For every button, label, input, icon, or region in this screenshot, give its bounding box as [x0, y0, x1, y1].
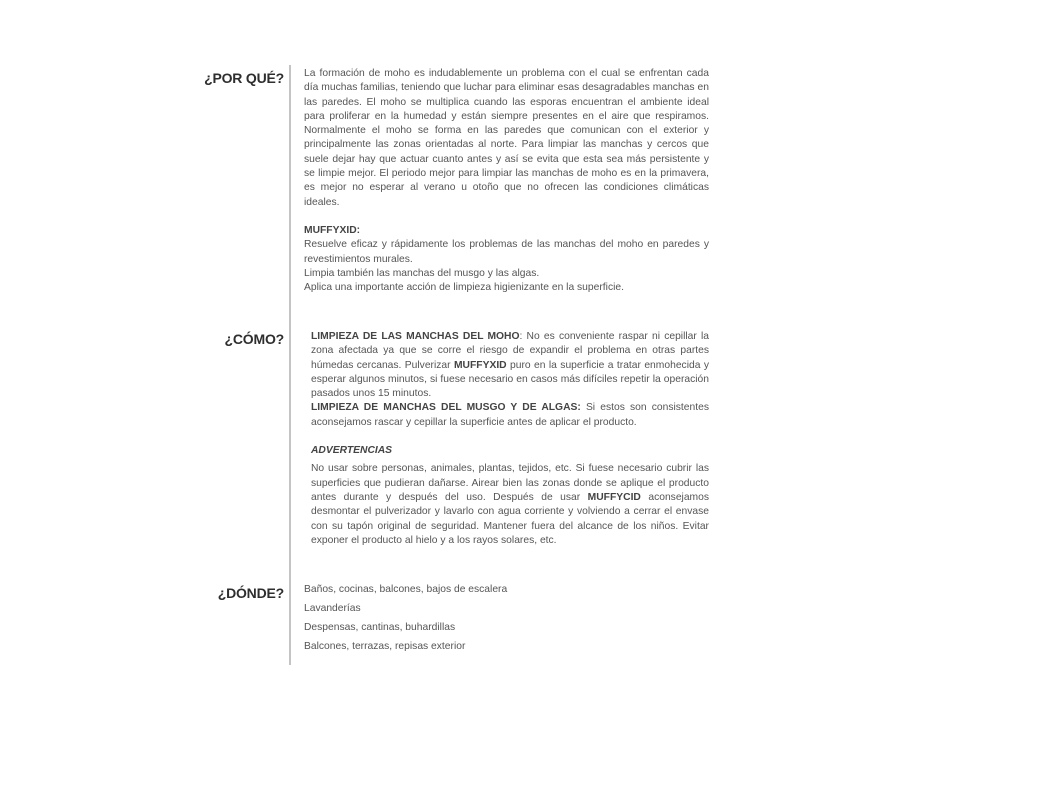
section-divider-line	[289, 65, 291, 665]
heading-como: ¿CÓMO?	[224, 331, 284, 347]
warnings-product: MUFFYCID	[587, 491, 641, 503]
heading-donde: ¿DÓNDE?	[217, 585, 284, 601]
warnings-text	[311, 462, 709, 548]
warnings-title: ADVERTENCIAS	[311, 445, 393, 457]
product-line: Aplica una importante acción de limpieza higienizante en la superficie.	[304, 282, 624, 294]
moho-title: LIMPIEZA DE LAS MANCHAS DEL MOHO	[311, 331, 520, 342]
product-line: Resuelve eficaz y rápidamente los problemas de las manchas del moho en paredes y revestimientos murales.	[304, 239, 709, 265]
section-por-que	[304, 67, 709, 295]
musgo-instructions	[311, 401, 709, 430]
moho-instructions	[311, 330, 709, 401]
product-line: Limpia también las manchas del musgo y las algas.	[304, 267, 540, 279]
moho-text-2: puro en la superficie a tratar enmohecida y esperar algunos minutos, si fuese necesario en casos más difíciles repetir la operación pasados unos 15 minutos.	[311, 359, 709, 400]
warnings-text-1: No usar sobre personas, animales, plantas, tejidos, etc. Si fuese necesario cubrir las superficies que pudieran dañarse. Airear bien las zonas donde se aplique el producto antes durante y después del uso. Después de usar	[311, 463, 709, 503]
por-que-paragraph: La formación de moho es indudablemente un problema con el cual se enfrentan cada día muchas familias, teniendo que luchar para eliminar esas desagradables manchas en las paredes. El moho se multiplica cuando las esporas encuentran el ambiente ideal para proliferar en la humedad y están siempre presentes en el aire que respiramos. Normalmente el moho se forma en las paredes que comunican con el exterior y principalmente las zonas orientadas al norte. Para limpiar las manchas y cercos que suele dejar hay que actuar cuanto antes y así se evita que esta sea más persistente y se limpie mejor. El periodo mejor para limpiar las manchas de moho es en la primavera, es mejor no esperar al verano u otoño que no ofrecen las condiciones climáticas ideales.	[304, 68, 709, 208]
musgo-title: LIMPIEZA DE MANCHAS DEL MUSGO Y DE ALGAS:	[311, 402, 581, 414]
location-item: Baños, cocinas, balcones, bajos de escalera	[304, 584, 508, 595]
location-item: Lavanderías	[304, 603, 361, 614]
heading-por-que: ¿POR QUÉ?	[204, 70, 284, 86]
section-como	[311, 330, 709, 548]
warnings-text-2: aconsejamos desmontar el pulverizador y lavarlo con agua corriente y volviendo a cerrar el envase con su tapón original de seguridad. Mantener fuera del alcance de los niños. Evitar exponer el producto al hielo y a los rayos solares, etc.	[311, 491, 710, 546]
location-item: Balcones, terrazas, repisas exterior	[304, 641, 466, 652]
product-title: MUFFYXID:	[304, 224, 361, 236]
moho-product: MUFFYXID	[453, 359, 507, 371]
musgo-text: Si estos son consistentes aconsejamos rascar y cepillar la superficie antes de aplicar el producto.	[311, 402, 709, 428]
location-item: Despensas, cantinas, buhardillas	[304, 622, 456, 633]
moho-text: : No es conveniente raspar ni cepillar la zona afectada ya que se corre el riesgo de expandir el problema en otras partes húmedas cercanas. Pulverizar	[311, 331, 710, 371]
